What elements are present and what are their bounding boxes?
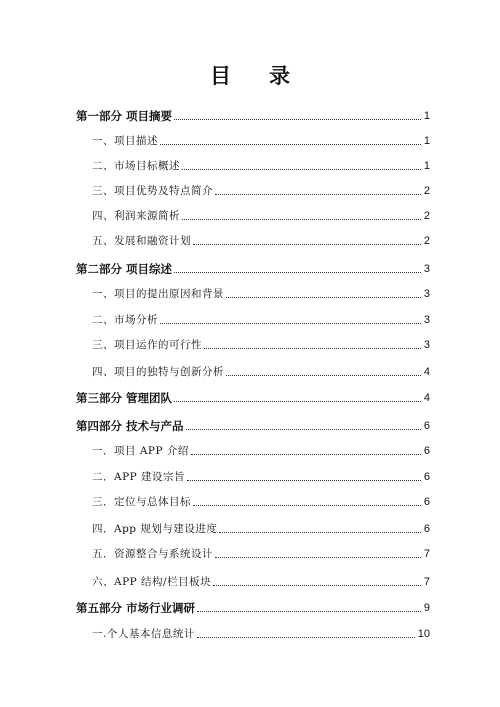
toc-entry[interactable] bbox=[0, 258, 500, 276]
toc-entry[interactable] bbox=[0, 105, 500, 123]
dot-leader bbox=[174, 272, 421, 273]
toc-entry-line bbox=[92, 283, 430, 301]
toc-section-label: 二．APP 建设宗旨 bbox=[92, 471, 186, 483]
toc-section-label: 二、市场分析 bbox=[92, 314, 158, 326]
dot-leader bbox=[226, 375, 421, 376]
toc-section-label: 五．资源整合与系统设计 bbox=[92, 548, 213, 560]
toc-section-label: 一、项目描述 bbox=[92, 135, 158, 147]
dot-leader bbox=[215, 557, 421, 558]
toc-entry[interactable] bbox=[0, 309, 500, 327]
toc-entry[interactable] bbox=[0, 415, 500, 433]
toc-entry[interactable] bbox=[0, 180, 500, 198]
toc-entry[interactable] bbox=[0, 155, 500, 173]
toc-page-number: 4 bbox=[423, 392, 430, 404]
toc-entry[interactable] bbox=[0, 334, 500, 352]
dot-leader bbox=[226, 297, 421, 298]
toc-title-char-1: 目 bbox=[210, 64, 231, 88]
toc-page-number: 10 bbox=[417, 628, 430, 640]
toc-section-label: 一.个人基本信息统计 bbox=[92, 628, 195, 640]
toc-entry-line bbox=[92, 440, 430, 458]
dot-leader bbox=[191, 454, 421, 455]
toc-section-label: 三、项目优势及特点简介 bbox=[92, 185, 213, 197]
toc-page-number: 1 bbox=[423, 135, 430, 147]
dot-leader bbox=[174, 119, 421, 120]
toc-entry-line bbox=[92, 130, 430, 148]
toc-page-number: 6 bbox=[423, 420, 430, 432]
toc-section-label: 一．项目 APP 介绍 bbox=[92, 445, 189, 457]
toc-entry[interactable] bbox=[0, 597, 500, 615]
toc-page-number: 3 bbox=[423, 314, 430, 326]
toc-entry-line bbox=[92, 543, 430, 561]
toc-entry-line bbox=[92, 309, 430, 327]
toc-entry-line bbox=[76, 387, 430, 405]
toc-entry[interactable] bbox=[0, 571, 500, 589]
dot-leader bbox=[174, 401, 421, 402]
toc-page-number: 6 bbox=[423, 471, 430, 483]
toc-entry-line bbox=[92, 571, 430, 589]
dot-leader bbox=[204, 348, 421, 349]
toc-part-label: 第一部分 项目摘要 bbox=[76, 109, 173, 123]
toc-page-number: 1 bbox=[423, 160, 430, 172]
dot-leader bbox=[197, 637, 415, 638]
toc-page-number: 2 bbox=[423, 235, 430, 247]
toc-entry-line bbox=[76, 415, 430, 433]
toc-entry[interactable] bbox=[0, 440, 500, 458]
dot-leader bbox=[160, 144, 421, 145]
toc-entry[interactable] bbox=[0, 543, 500, 561]
dot-leader bbox=[186, 429, 421, 430]
toc-entry[interactable] bbox=[0, 466, 500, 484]
toc-entry[interactable] bbox=[0, 387, 500, 405]
toc-entry-line bbox=[92, 491, 430, 509]
toc-page-number: 9 bbox=[423, 602, 430, 614]
toc-page-number: 4 bbox=[423, 366, 430, 378]
toc-page-number: 6 bbox=[423, 445, 430, 457]
toc-part-label: 第五部分 市场行业调研 bbox=[76, 601, 196, 615]
toc-title-char-2: 录 bbox=[269, 64, 290, 88]
toc-page-number: 2 bbox=[423, 185, 430, 197]
toc-section-label: 二、市场目标概述 bbox=[92, 160, 180, 172]
toc-entry-line bbox=[92, 361, 430, 379]
toc-section-label: 五、发展和融资计划 bbox=[92, 235, 191, 247]
toc-page-number: 1 bbox=[423, 110, 430, 122]
dot-leader bbox=[219, 532, 421, 533]
toc-entry-line bbox=[92, 230, 430, 248]
toc-entry-line bbox=[92, 334, 430, 352]
toc-entry[interactable] bbox=[0, 130, 500, 148]
dot-leader bbox=[215, 194, 421, 195]
toc-page-number: 7 bbox=[423, 576, 430, 588]
toc-page-number: 3 bbox=[423, 339, 430, 351]
toc-section-label: 三．定位与总体目标 bbox=[92, 496, 191, 508]
toc-page-number: 6 bbox=[423, 496, 430, 508]
toc-page-number: 2 bbox=[423, 210, 430, 222]
toc-entry-line bbox=[76, 597, 430, 615]
toc-page-number: 6 bbox=[423, 523, 430, 535]
toc-section-label: 四、项目的独特与创新分析 bbox=[92, 366, 224, 378]
toc-entry-line bbox=[92, 623, 430, 641]
toc-entry[interactable] bbox=[0, 230, 500, 248]
toc-section-label: 一、项目的提出原因和背景 bbox=[92, 288, 224, 300]
toc-section-label: 三、项目运作的可行性 bbox=[92, 339, 202, 351]
dot-leader bbox=[187, 480, 421, 481]
toc-entry-line bbox=[92, 466, 430, 484]
dot-leader bbox=[197, 611, 421, 612]
dot-leader bbox=[193, 244, 421, 245]
toc-entry-line bbox=[76, 105, 430, 123]
toc-entry-line bbox=[92, 155, 430, 173]
toc-part-label: 第二部分 项目综述 bbox=[76, 262, 173, 276]
toc-entry[interactable] bbox=[0, 491, 500, 509]
dot-leader bbox=[193, 505, 421, 506]
toc-part-label: 第三部分 管理团队 bbox=[76, 391, 173, 405]
toc-entry[interactable] bbox=[0, 623, 500, 641]
toc-entry[interactable] bbox=[0, 518, 500, 536]
toc-part-label: 第四部分 技术与产品 bbox=[76, 419, 184, 433]
toc-entry-line bbox=[92, 518, 430, 536]
dot-leader bbox=[182, 169, 421, 170]
toc-page-number: 3 bbox=[423, 288, 430, 300]
toc-entry-line bbox=[76, 258, 430, 276]
toc-section-label: 四、利润来源简析 bbox=[92, 210, 180, 222]
dot-leader bbox=[182, 219, 421, 220]
toc-page-number: 3 bbox=[423, 263, 430, 275]
toc-entry[interactable] bbox=[0, 361, 500, 379]
toc-entry[interactable] bbox=[0, 283, 500, 301]
toc-section-label: 六、APP 结构/栏目板块 bbox=[92, 576, 212, 588]
toc-entry-line bbox=[92, 180, 430, 198]
toc-page-number: 7 bbox=[423, 548, 430, 560]
toc-entry[interactable] bbox=[0, 205, 500, 223]
toc-entry-line bbox=[92, 205, 430, 223]
dot-leader bbox=[160, 323, 421, 324]
dot-leader bbox=[213, 585, 421, 586]
toc-section-label: 四．App 规划与建设进度 bbox=[92, 523, 218, 535]
